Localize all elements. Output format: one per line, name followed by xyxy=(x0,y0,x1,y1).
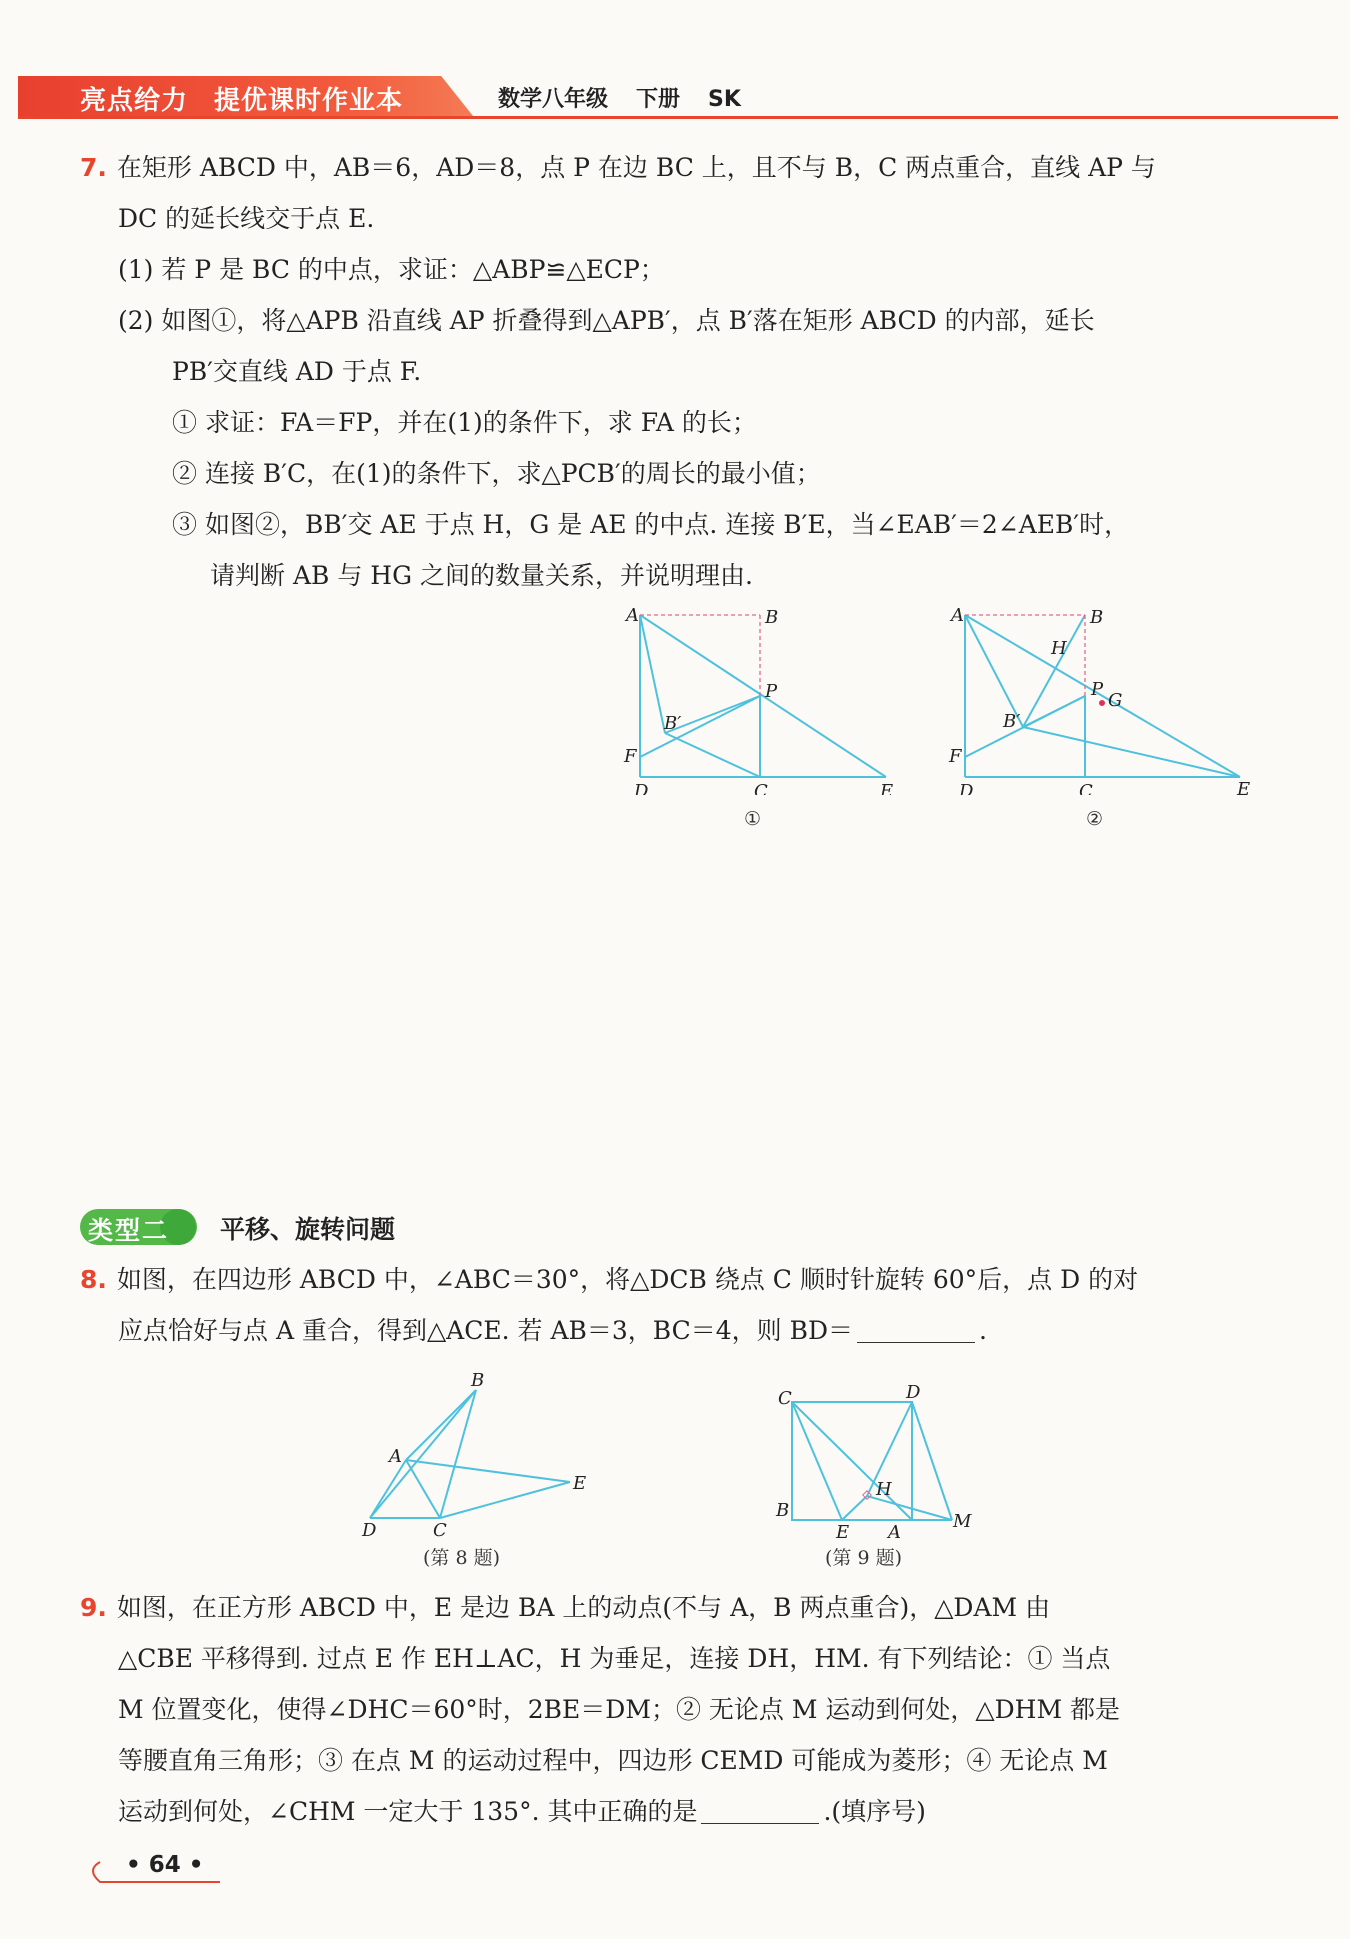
question-7 xyxy=(80,142,1156,601)
q7-line-8: ③ 如图②，BB′交 AE 于点 H，G 是 AE 的中点. 连接 B′E，当∠EAB′＝2∠AEB′时， xyxy=(172,510,1130,539)
question-8 xyxy=(80,1254,1138,1356)
fig2-label-F: F xyxy=(949,746,962,767)
brand-name: 亮点给力 xyxy=(80,86,189,116)
fig8-label-E: E xyxy=(573,1473,587,1494)
fig1-label-A: A xyxy=(626,605,639,626)
q7-line-3: (1) 若 P 是 BC 的中点，求证：△ABP≌△ECP； xyxy=(118,255,665,284)
fig1-label-D: D xyxy=(634,781,649,795)
fig1-label-E: E xyxy=(880,781,894,795)
q7-line-1: 7. 在矩形 ABCD 中，AB＝6，AD＝8，点 P 在边 BC 上，且不与 B，C 两点重合，直线 AP 与 xyxy=(80,153,1156,182)
q7-line-4: (2) 如图①，将△APB 沿直线 AP 折叠得到△APB′，点 B′落在矩形 ABCD 的内部，延长 xyxy=(118,306,1095,335)
q9-line-1: 9. 如图，在正方形 ABCD 中，E 是边 BA 上的动点(不与 A，B 两点重合)，△DAM 由 xyxy=(80,1593,1051,1622)
header-rule xyxy=(18,116,1338,119)
edition-label: SK xyxy=(708,87,741,112)
q7-number: 7. xyxy=(80,153,107,182)
fig9-label-A: A xyxy=(888,1522,901,1540)
q9-line-4: 等腰直角三角形；③ 在点 M 的运动过程中，四边形 CEMD 可能成为菱形；④ 无论点 M xyxy=(118,1746,1108,1775)
type-2-badge xyxy=(80,1207,197,1247)
fig2-label-D: D xyxy=(959,781,974,795)
subject-label: 数学八年级 xyxy=(498,87,609,112)
fig2-label-A: A xyxy=(951,605,964,626)
q7-line-7: ② 连接 B′C，在(1)的条件下，求△PCB′的周长的最小值； xyxy=(172,459,821,488)
q9-line-2: △CBE 平移得到. 过点 E 作 EH⊥AC，H 为垂足，连接 DH，HM. 有下列结论：① 当点 xyxy=(118,1644,1111,1673)
fig2-label-C: C xyxy=(1079,781,1093,795)
fig1-label-B: B xyxy=(765,607,779,628)
fig8-label-B: B xyxy=(471,1370,485,1391)
fig2-label-G: G xyxy=(1108,690,1123,711)
q7-line-9: 请判断 AB 与 HG 之间的数量关系，并说明理由. xyxy=(210,561,753,590)
fig9-label-H: H xyxy=(876,1479,892,1500)
page-header xyxy=(18,76,1338,120)
volume-label: 下册 xyxy=(636,87,681,112)
figure-9-caption: (第 9 题) xyxy=(825,1547,902,1569)
fig1-label-F: F xyxy=(624,746,637,767)
fig8-label-A: A xyxy=(389,1446,402,1467)
book-info xyxy=(498,82,769,113)
fig9-label-M: M xyxy=(953,1511,972,1532)
fig2-label-P: P xyxy=(1091,679,1104,700)
q9-number: 9. xyxy=(80,1593,107,1622)
figure-2-caption: ② xyxy=(1086,808,1104,830)
fig9-label-D: D xyxy=(906,1382,921,1403)
fig9-label-C: C xyxy=(778,1388,792,1409)
figure-9 xyxy=(770,1380,990,1544)
figure-2 xyxy=(945,605,1265,799)
fig2-label-B: B xyxy=(1090,607,1104,628)
fig9-label-B: B xyxy=(776,1500,790,1521)
figure-1-caption: ① xyxy=(744,808,762,830)
figure-8 xyxy=(358,1368,598,1542)
header-brand xyxy=(80,80,429,117)
q8-answer-blank[interactable] xyxy=(857,1316,975,1343)
fig1-label-C: C xyxy=(754,781,768,795)
figure-1 xyxy=(620,605,910,799)
question-9 xyxy=(80,1582,1120,1837)
figure-8-caption: (第 8 题) xyxy=(423,1547,500,1569)
q8-line-2: 应点恰好与点 A 重合，得到△ACE. 若 AB＝3，BC＝4，则 BD＝ . xyxy=(118,1316,987,1345)
type-2-title: 平移、旋转问题 xyxy=(220,1215,396,1244)
q7-line-5: PB′交直线 AD 于点 F. xyxy=(172,357,422,386)
fig1-label-P: P xyxy=(765,681,778,702)
fig2-label-H: H xyxy=(1051,638,1067,659)
page-number-ornament xyxy=(84,1850,224,1890)
q7-line-6: ① 求证：FA＝FP，并在(1)的条件下，求 FA 的长； xyxy=(172,408,757,437)
q7-line-2: DC 的延长线交于点 E. xyxy=(118,204,375,233)
q8-number: 8. xyxy=(80,1265,107,1294)
series-name: 提优课时作业本 xyxy=(214,86,404,116)
q8-line-1: 8. 如图，在四边形 ABCD 中，∠ABC＝30°，将△DCB 绕点 C 顺时针旋转 60°后，点 D 的对 xyxy=(80,1265,1139,1294)
fig9-label-E: E xyxy=(836,1522,850,1540)
fig2-label-Bprime: B′ xyxy=(1003,711,1021,732)
q9-line-3: M 位置变化，使得∠DHC＝60°时，2BE＝DM；② 无论点 M 运动到何处，△DHM 都是 xyxy=(118,1695,1121,1724)
fig1-label-Bprime: B′ xyxy=(664,713,682,734)
fig2-label-E: E xyxy=(1237,779,1251,795)
type-2-badge-text: 类型二 xyxy=(88,1216,170,1245)
fig8-label-D: D xyxy=(362,1520,377,1538)
q9-answer-blank[interactable] xyxy=(701,1797,819,1824)
q9-line-5: 运动到何处，∠CHM 一定大于 135°. 其中正确的是 .(填序号) xyxy=(118,1797,926,1826)
page-number: • 64 • xyxy=(126,1852,204,1878)
fig8-label-C: C xyxy=(433,1520,447,1538)
